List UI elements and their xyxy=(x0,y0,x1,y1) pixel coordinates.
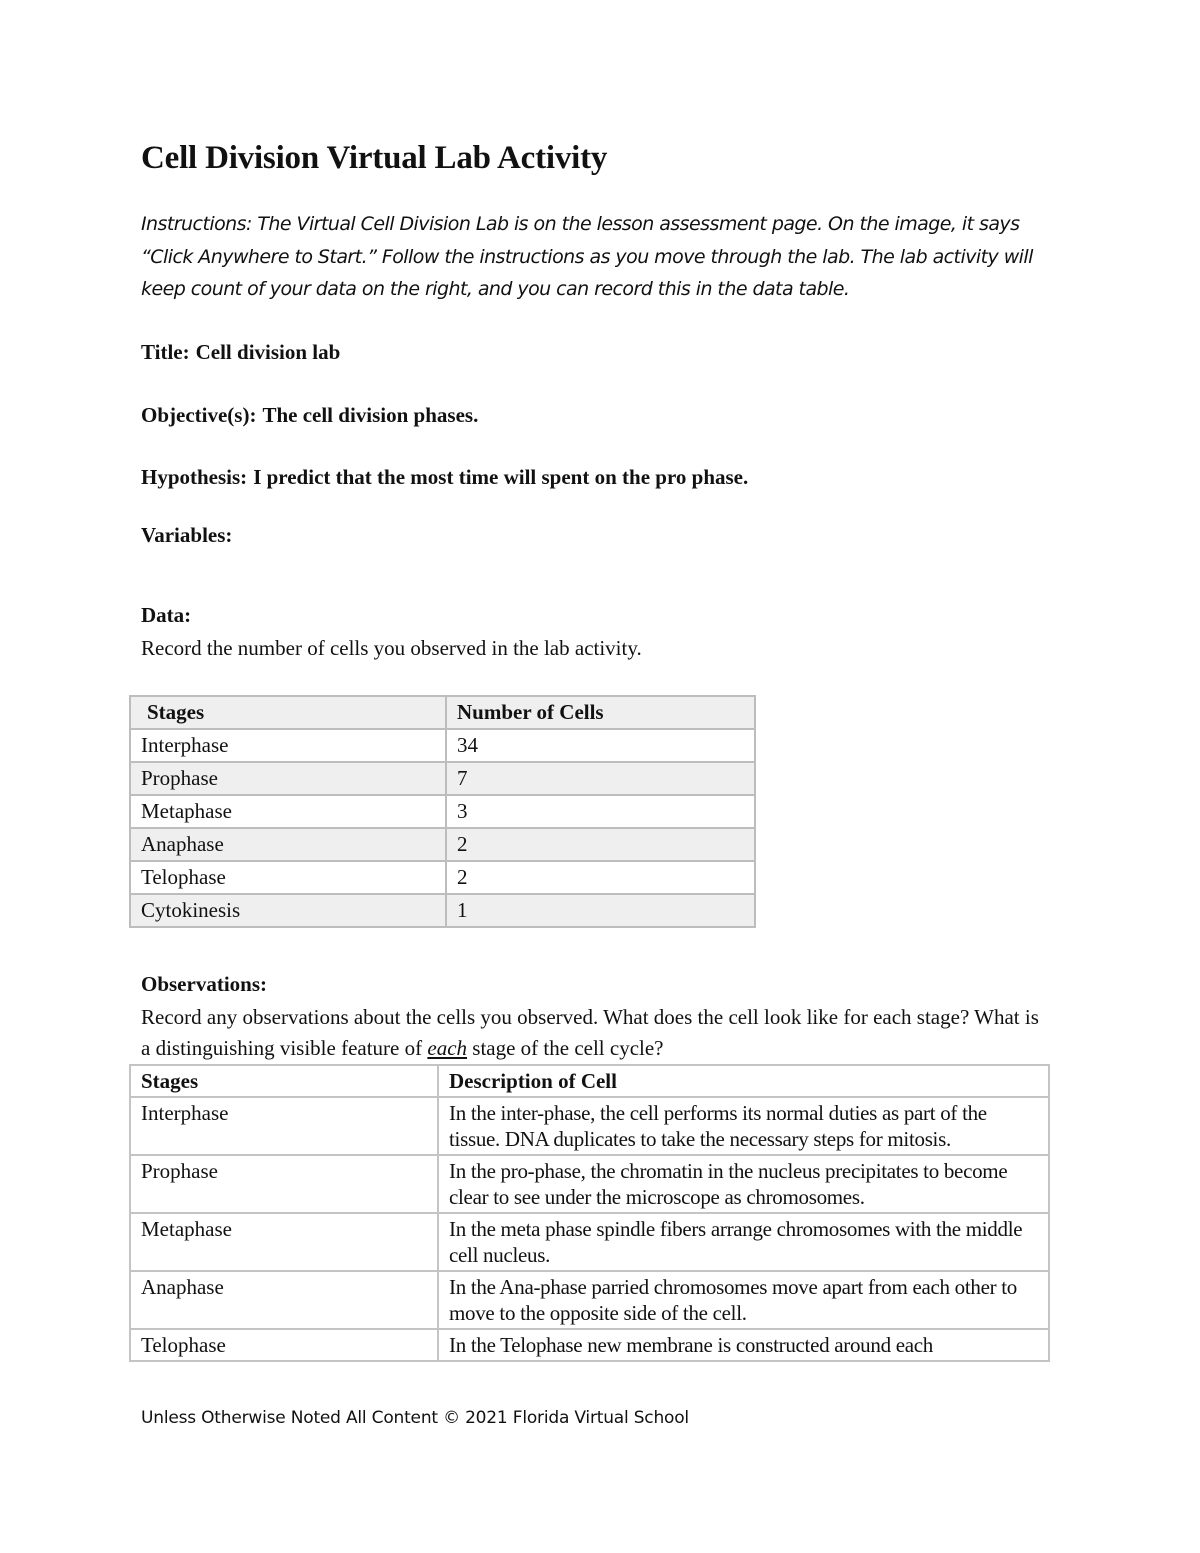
obs-description-cell: In the meta phase spindle fibers arrange chromosomes with the middle cell nucleus. xyxy=(438,1213,1049,1271)
data-count-cell: 2 xyxy=(446,828,755,861)
objective-field xyxy=(141,403,478,428)
hypothesis-label: Hypothesis: xyxy=(141,465,248,489)
obs-stage-cell: Telophase xyxy=(130,1329,438,1361)
data-table-row xyxy=(130,729,755,762)
observations-row xyxy=(130,1271,1049,1329)
observations-header-row xyxy=(130,1065,1049,1097)
obs-header-stages: Stages xyxy=(130,1065,438,1097)
data-header-stages: Stages xyxy=(130,696,446,729)
data-stage-cell: Metaphase xyxy=(130,795,446,828)
data-count-cell: 34 xyxy=(446,729,755,762)
obs-description-cell: In the Telophase new membrane is constructed around each xyxy=(438,1329,1049,1361)
observations-row xyxy=(130,1329,1049,1361)
title-field xyxy=(141,340,340,365)
obs-stage-cell: Prophase xyxy=(130,1155,438,1213)
obs-description-cell: In the inter-phase, the cell performs its normal duties as part of the tissue. DNA duplicates to take the necessary steps for mitosis. xyxy=(438,1097,1049,1155)
observations-text-before: Record any observations about the cells you observed. What does the cell look like for each stage? What is a distinguishing visible feature of xyxy=(141,1005,1039,1060)
data-stage-cell: Cytokinesis xyxy=(130,894,446,927)
observations-heading: Observations: xyxy=(141,972,267,996)
data-count-cell: 3 xyxy=(446,795,755,828)
objective-label: Objective(s): xyxy=(141,403,257,427)
data-stage-cell: Interphase xyxy=(130,729,446,762)
variables-label: Variables: xyxy=(141,523,233,547)
page-footer: Unless Otherwise Noted All Content © 2021 Florida Virtual School xyxy=(141,1408,689,1428)
data-stage-cell: Prophase xyxy=(130,762,446,795)
observations-text-after: stage of the cell cycle? xyxy=(467,1036,664,1060)
data-table-row xyxy=(130,795,755,828)
data-stage-cell: Anaphase xyxy=(130,828,446,861)
observations-row xyxy=(130,1213,1049,1271)
title-label: Title: xyxy=(141,340,190,364)
hypothesis-field xyxy=(141,465,748,490)
data-table-row xyxy=(130,762,755,795)
instructions-text: Instructions: The Virtual Cell Division Lab is on the lesson assessment page. On the image, it says “Click Anywhere to Start.” Follow the instructions as you move through the lab. The lab activity will keep count of your data on the right, and you can record this in the data table. xyxy=(141,213,1033,300)
obs-stage-cell: Metaphase xyxy=(130,1213,438,1271)
observations-instructions xyxy=(141,1002,1041,1064)
observations-row xyxy=(130,1097,1049,1155)
data-stage-cell: Telophase xyxy=(130,861,446,894)
variables-field xyxy=(141,523,238,548)
data-heading: Data: xyxy=(141,603,192,627)
page-title: Cell Division Virtual Lab Activity xyxy=(141,140,608,176)
observations-text-emphasis: each xyxy=(427,1036,468,1060)
data-table xyxy=(129,695,756,928)
hypothesis-value: I predict that the most time will spent on the pro phase. xyxy=(253,465,749,489)
observations-row xyxy=(130,1155,1049,1213)
data-table-row xyxy=(130,894,755,927)
obs-stage-cell: Interphase xyxy=(130,1097,438,1155)
obs-description-cell: In the Ana-phase parried chromosomes move apart from each other to move to the opposite side of the cell. xyxy=(438,1271,1049,1329)
objective-value: The cell division phases. xyxy=(262,403,479,427)
data-instructions: Record the number of cells you observed in the lab activity. xyxy=(141,636,642,660)
data-table-header-row xyxy=(130,696,755,729)
obs-header-description: Description of Cell xyxy=(438,1065,1049,1097)
obs-description-cell: In the pro-phase, the chromatin in the nucleus precipitates to become clear to see under the microscope as chromosomes. xyxy=(438,1155,1049,1213)
title-value: Cell division lab xyxy=(195,340,341,364)
obs-stage-cell: Anaphase xyxy=(130,1271,438,1329)
observations-table xyxy=(129,1064,1050,1362)
data-count-cell: 1 xyxy=(446,894,755,927)
data-table-row xyxy=(130,861,755,894)
data-table-row xyxy=(130,828,755,861)
data-header-count: Number of Cells xyxy=(446,696,755,729)
data-count-cell: 2 xyxy=(446,861,755,894)
data-count-cell: 7 xyxy=(446,762,755,795)
